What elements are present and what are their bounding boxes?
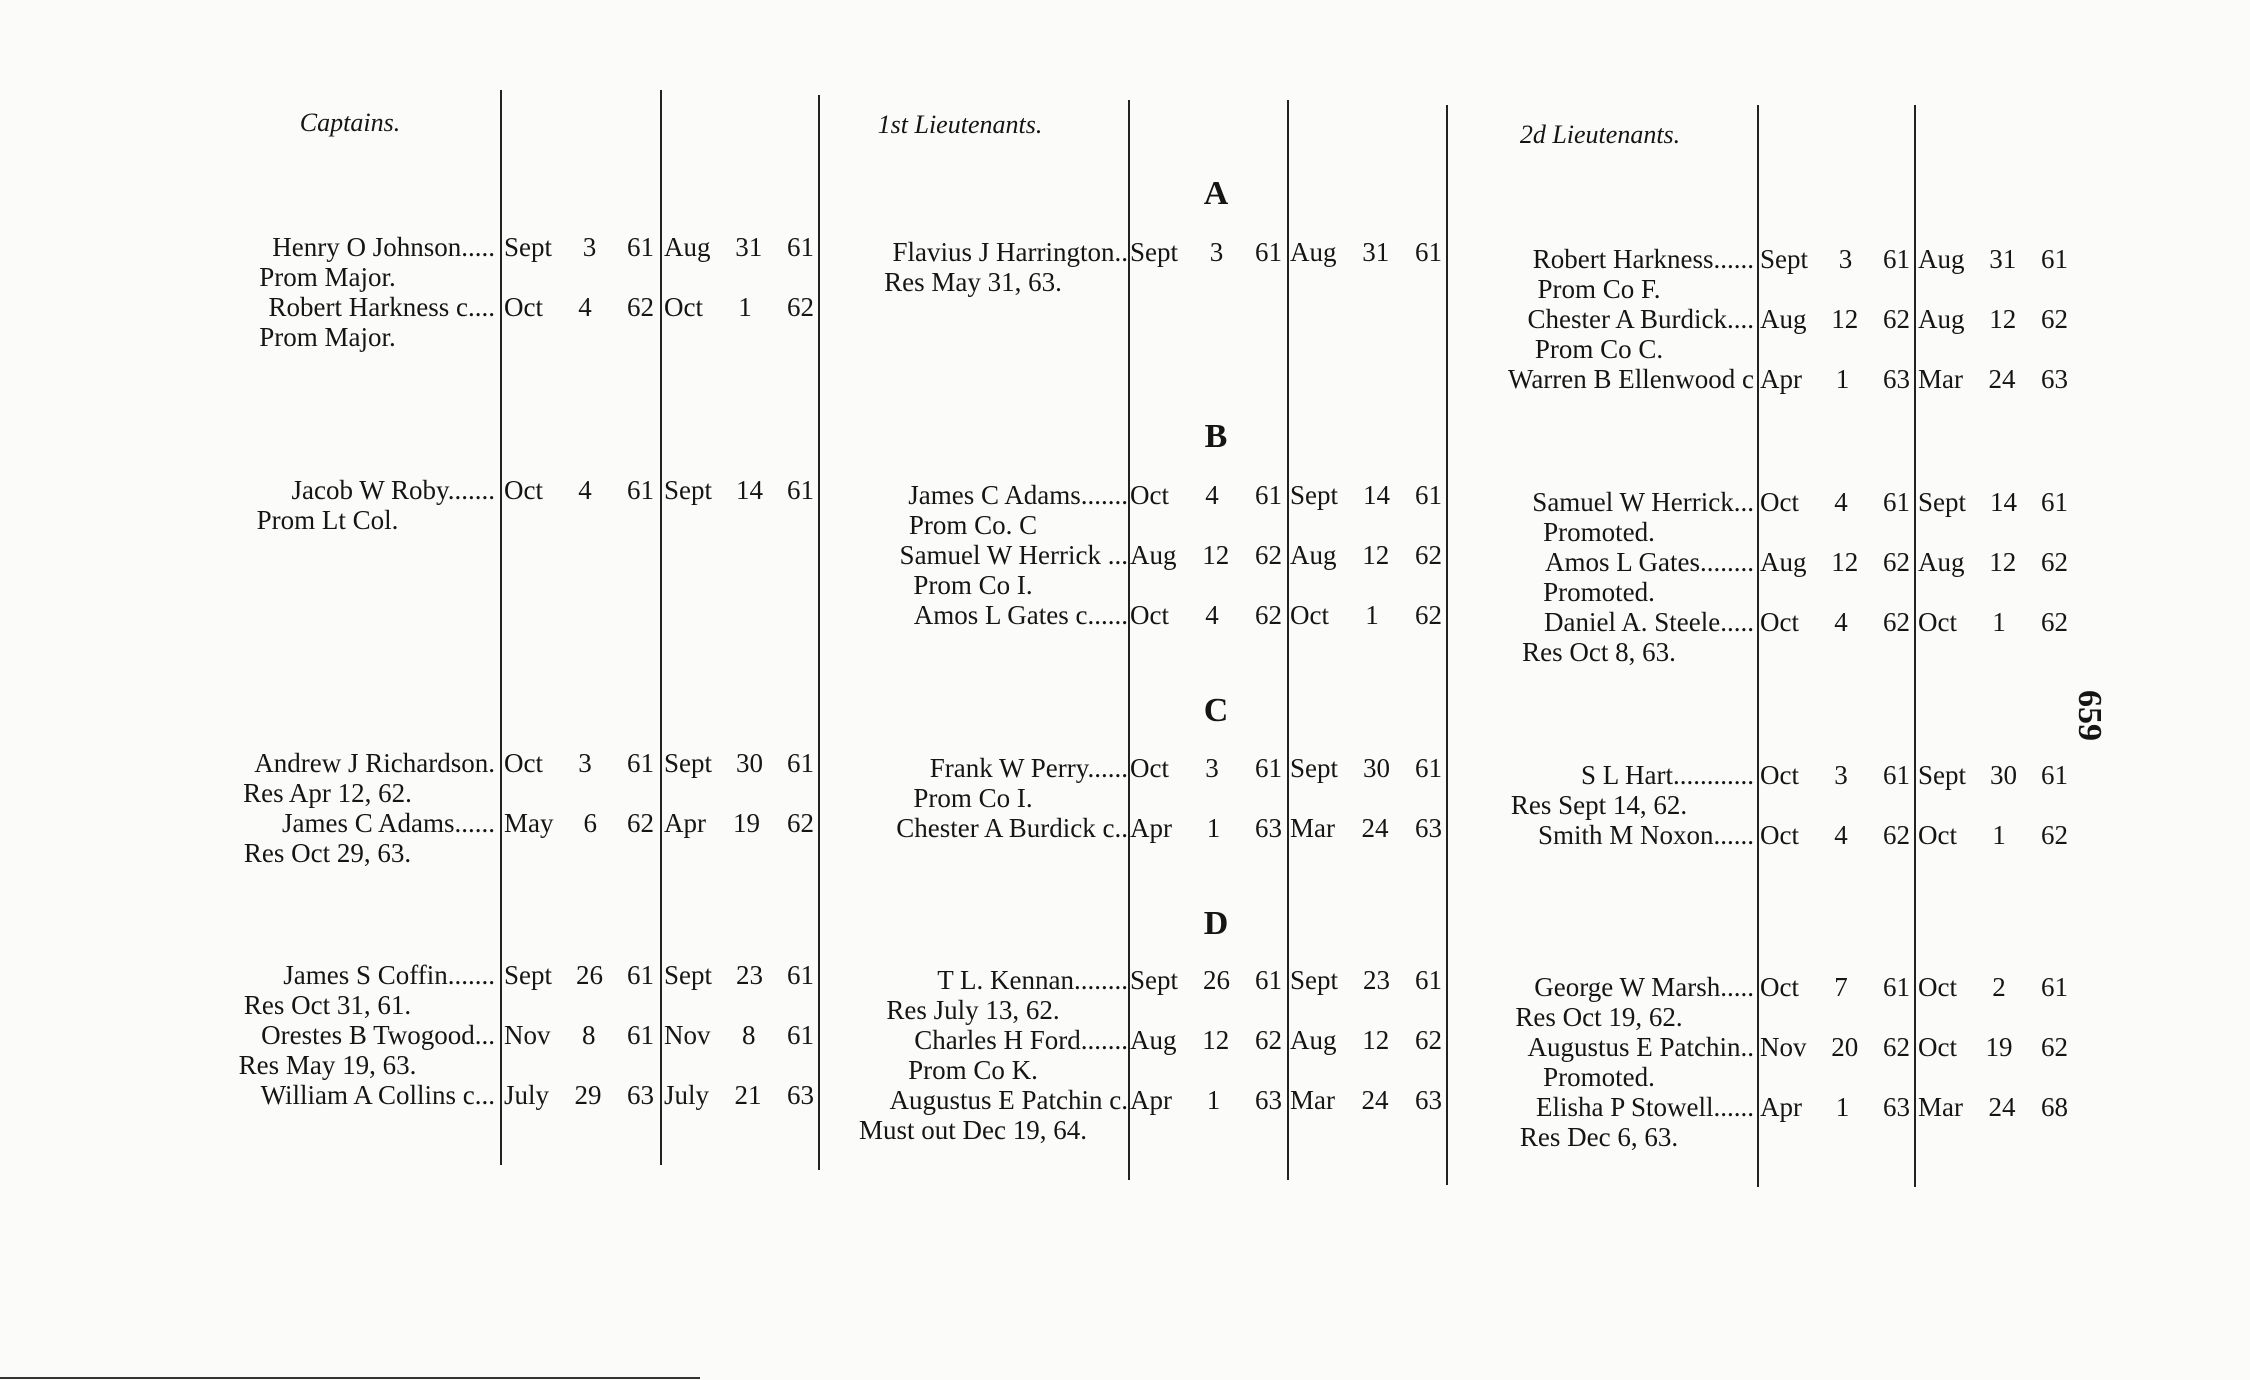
date-month: Sept	[504, 232, 553, 262]
date-year: 61	[1254, 237, 1282, 267]
officer-name: Henry O Johnson.....	[272, 232, 495, 262]
date-month: Oct	[1130, 480, 1169, 510]
date-year: 61	[626, 232, 654, 262]
date-day: 19	[733, 808, 760, 838]
officer-note: Prom Major.	[259, 322, 396, 352]
date-month: Apr	[1130, 813, 1172, 843]
date-year: 61	[1882, 972, 1910, 1002]
date-month: Oct	[1130, 753, 1169, 783]
date-month: Oct	[1918, 607, 1957, 637]
column-rule	[1287, 100, 1289, 1180]
officer-note: Res Sept 14, 62.	[1510, 790, 1688, 820]
date-day: 31	[1362, 237, 1390, 267]
officer-name: Daniel A. Steele.....	[1544, 607, 1754, 637]
date-month: Oct	[504, 748, 543, 778]
date-year: 61	[1415, 237, 1442, 267]
date-year: 63	[626, 1080, 654, 1110]
date-day: 24	[1988, 364, 2016, 394]
date-day: 3	[1838, 244, 1853, 274]
date-year: 63	[1414, 1085, 1442, 1115]
date-year: 62	[1882, 607, 1910, 637]
date-year: 63	[1883, 1092, 1910, 1122]
officer-name: James C Adams......	[282, 808, 495, 838]
date-month: July	[504, 1080, 550, 1110]
date-month: Sept	[664, 960, 713, 990]
date-year: 62	[2040, 820, 2068, 850]
date-month: July	[664, 1080, 710, 1110]
date-month: Sept	[664, 475, 713, 505]
date-day: 1	[1835, 1092, 1850, 1122]
date-year: 68	[2040, 1092, 2068, 1122]
date-month: Oct	[664, 292, 703, 322]
officer-name: Charles H Ford.......	[914, 1025, 1128, 1055]
officer-note: Prom Co I.	[913, 783, 1033, 813]
date-year: 61	[1254, 753, 1282, 783]
date-year: 61	[1882, 760, 1910, 790]
date-day: 6	[583, 808, 597, 838]
officer-note: Res May 31, 63.	[884, 267, 1062, 297]
date-year: 61	[1414, 753, 1442, 783]
date-year: 63	[1414, 813, 1442, 843]
date-month: Oct	[1918, 1032, 1957, 1062]
date-year: 62	[2041, 547, 2068, 577]
date-month: Nov	[504, 1020, 551, 1050]
date-day: 8	[742, 1020, 756, 1050]
rank-date	[664, 1080, 814, 1110]
rank-date	[1918, 547, 2068, 577]
date-year: 61	[1414, 965, 1442, 995]
officer-note: Prom Co F.	[1537, 274, 1661, 304]
date-year: 61	[1882, 487, 1910, 517]
date-day: 4	[1834, 487, 1848, 517]
date-year: 63	[2040, 364, 2068, 394]
date-day: 12	[1202, 1025, 1230, 1055]
date-month: Mar	[1918, 364, 1963, 394]
date-day: 19	[1985, 1032, 2013, 1062]
date-month: Oct	[504, 475, 543, 505]
date-month: Sept	[1130, 237, 1179, 267]
date-month: Oct	[504, 292, 543, 322]
column-rule	[1914, 105, 1916, 1187]
officer-note: Res Oct 8, 63.	[1522, 637, 1676, 667]
commission-date	[1760, 364, 1910, 394]
officer-note: Res Oct 31, 61.	[243, 990, 412, 1020]
officer-name: Frank W Perry......	[929, 753, 1128, 783]
officer-name: Jacob W Roby.......	[291, 475, 495, 505]
rank-date	[1290, 1085, 1442, 1115]
date-day: 8	[582, 1020, 596, 1050]
officer-note: Must out Dec 19, 64.	[859, 1115, 1087, 1145]
date-month: Oct	[1918, 972, 1957, 1002]
officer-name: Samuel W Herrick...	[1532, 487, 1754, 517]
commission-date	[1760, 760, 1910, 790]
date-month: Oct	[1918, 820, 1957, 850]
officer-name: Andrew J Richardson.	[254, 748, 495, 778]
date-month: Oct	[1290, 600, 1329, 630]
officer-name: Elisha P Stowell......	[1535, 1092, 1754, 1122]
officer-note: Res Oct 19, 62.	[1515, 1002, 1683, 1032]
commission-date	[504, 748, 654, 778]
header-first-lieutenants: 1st Lieutenants.	[877, 110, 1043, 139]
date-day: 3	[1209, 237, 1224, 267]
date-month: Sept	[1130, 965, 1179, 995]
officer-note: Prom Lt Col.	[256, 505, 399, 535]
date-year: 62	[1883, 304, 1910, 334]
rank-date	[1918, 244, 2068, 274]
commission-date	[504, 808, 654, 838]
commission-date	[1130, 1025, 1282, 1055]
date-month: Oct	[1760, 820, 1799, 850]
date-month: Aug	[1918, 244, 1965, 274]
date-day: 3	[578, 748, 592, 778]
date-year: 61	[1254, 965, 1282, 995]
date-year: 62	[626, 292, 654, 322]
date-month: Sept	[504, 960, 553, 990]
date-day: 14	[736, 475, 763, 505]
officer-note: Prom Co I.	[913, 570, 1033, 600]
date-day: 30	[1990, 760, 2017, 790]
officer-name: Smith M Noxon......	[1537, 820, 1754, 850]
date-year: 63	[1255, 1085, 1282, 1115]
date-month: Oct	[1760, 487, 1799, 517]
date-day: 1	[1992, 820, 2006, 850]
date-month: Sept	[1918, 487, 1967, 517]
officer-note: Res May 19, 63.	[238, 1050, 417, 1080]
date-month: Aug	[1760, 304, 1807, 334]
commission-date	[1760, 607, 1910, 637]
date-year: 62	[1415, 1025, 1442, 1055]
date-month: Oct	[1760, 760, 1799, 790]
date-day: 1	[1206, 813, 1221, 843]
officer-note: Prom Co C.	[1534, 334, 1664, 364]
date-month: Nov	[664, 1020, 711, 1050]
rank-date	[664, 748, 814, 778]
column-rule	[660, 90, 662, 1165]
date-month: Aug	[1130, 1025, 1177, 1055]
date-month: Oct	[1760, 607, 1799, 637]
commission-date	[1760, 547, 1910, 577]
rank-date	[1918, 304, 2068, 334]
commission-date	[504, 475, 654, 505]
rank-date	[1918, 364, 2068, 394]
date-month: Mar	[1918, 1092, 1963, 1122]
rank-date	[1290, 540, 1442, 570]
date-year: 62	[2040, 1032, 2068, 1062]
officer-name: T L. Kennan........	[937, 965, 1128, 995]
date-month: Nov	[1760, 1032, 1807, 1062]
date-year: 61	[2040, 760, 2068, 790]
company-letter-c: C	[1203, 692, 1229, 729]
officer-name: Warren B Ellenwood c	[1508, 364, 1754, 394]
column-rule	[1757, 105, 1759, 1187]
commission-date	[1760, 244, 1910, 274]
officer-name: Flavius J Harrington..	[892, 237, 1128, 267]
date-year: 62	[2041, 304, 2068, 334]
commission-date	[1130, 540, 1282, 570]
date-month: Sept	[664, 748, 713, 778]
commission-date	[1130, 965, 1282, 995]
date-day: 3	[1205, 753, 1219, 783]
date-month: Aug	[1290, 1025, 1337, 1055]
company-letter-b: B	[1204, 418, 1228, 455]
date-day: 2	[1992, 972, 2006, 1002]
date-year: 61	[1882, 244, 1910, 274]
date-year: 63	[786, 1080, 814, 1110]
date-day: 24	[1361, 813, 1389, 843]
officer-name: Amos L Gates........	[1545, 547, 1754, 577]
date-day: 21	[734, 1080, 762, 1110]
rank-date	[664, 808, 814, 838]
commission-date	[1760, 304, 1910, 334]
commission-date	[1130, 480, 1282, 510]
commission-date	[504, 1020, 654, 1050]
officer-name: Augustus E Patchin c.	[889, 1085, 1128, 1115]
date-month: Mar	[1290, 1085, 1335, 1115]
date-day: 4	[1834, 607, 1848, 637]
date-year: 61	[2041, 244, 2068, 274]
bottom-rule	[0, 1377, 700, 1379]
officer-name: Robert Harkness c....	[268, 292, 495, 322]
commission-date	[504, 232, 654, 262]
date-month: Oct	[1760, 972, 1799, 1002]
date-year: 61	[626, 748, 654, 778]
officer-name: Amos L Gates c......	[913, 600, 1128, 630]
date-year: 61	[787, 232, 814, 262]
commission-date	[504, 292, 654, 322]
date-year: 61	[1414, 480, 1442, 510]
date-month: Sept	[1290, 480, 1339, 510]
date-day: 3	[1834, 760, 1848, 790]
date-year: 63	[1255, 813, 1282, 843]
rank-date	[1918, 972, 2068, 1002]
date-day: 24	[1988, 1092, 2016, 1122]
date-day: 12	[1362, 1025, 1390, 1055]
date-day: 1	[1835, 364, 1850, 394]
date-month: Aug	[1918, 547, 1965, 577]
date-day: 14	[1990, 487, 2017, 517]
rank-date	[1290, 237, 1442, 267]
commission-date	[504, 1080, 654, 1110]
date-day: 26	[1203, 965, 1230, 995]
officer-note: Promoted.	[1543, 517, 1655, 547]
date-day: 4	[1205, 480, 1219, 510]
rank-date	[1918, 820, 2068, 850]
officer-note: Res Apr 12, 62.	[243, 778, 412, 808]
date-day: 23	[736, 960, 763, 990]
date-day: 1	[1206, 1085, 1221, 1115]
commission-date	[1130, 1085, 1282, 1115]
rank-date	[1290, 753, 1442, 783]
rank-date	[1290, 480, 1442, 510]
officer-name: Orestes B Twogood...	[261, 1020, 495, 1050]
commission-date	[1760, 1032, 1910, 1062]
commission-date	[1760, 1092, 1910, 1122]
date-month: Sept	[1290, 965, 1339, 995]
date-day: 4	[578, 475, 592, 505]
date-month: Sept	[1918, 760, 1967, 790]
date-year: 61	[2040, 487, 2068, 517]
date-month: Aug	[1290, 237, 1337, 267]
officer-name: James C Adams.......	[908, 480, 1128, 510]
header-captains: Captains.	[299, 108, 401, 137]
officer-name: Samuel W Herrick ...	[899, 540, 1128, 570]
date-year: 62	[787, 808, 814, 838]
date-day: 23	[1363, 965, 1390, 995]
date-year: 62	[1254, 600, 1282, 630]
date-day: 4	[1834, 820, 1848, 850]
rank-date	[1918, 1032, 2068, 1062]
commission-date	[1130, 600, 1282, 630]
officer-note: Promoted.	[1543, 1062, 1655, 1092]
officer-name: S L Hart............	[1581, 760, 1754, 790]
rank-date	[1918, 487, 2068, 517]
officer-note: Prom Co. C	[908, 510, 1038, 540]
commission-date	[1760, 972, 1910, 1002]
rank-date	[1290, 600, 1442, 630]
date-day: 4	[578, 292, 592, 322]
date-day: 30	[1363, 753, 1390, 783]
officer-name: Augustus E Patchin..	[1527, 1032, 1754, 1062]
commission-date	[504, 960, 654, 990]
officer-note: Prom Co K.	[908, 1055, 1038, 1085]
commission-date	[1130, 813, 1282, 843]
date-day: 20	[1831, 1032, 1859, 1062]
date-day: 12	[1362, 540, 1390, 570]
date-year: 62	[786, 292, 814, 322]
rank-date	[1918, 760, 2068, 790]
date-day: 7	[1834, 972, 1848, 1002]
date-month: Mar	[1290, 813, 1335, 843]
officer-name: William A Collins c...	[260, 1080, 495, 1110]
date-month: Apr	[1760, 1092, 1802, 1122]
date-year: 62	[1255, 540, 1282, 570]
rank-date	[664, 475, 814, 505]
date-day: 14	[1363, 480, 1390, 510]
date-year: 62	[1882, 820, 1910, 850]
date-month: May	[504, 808, 554, 838]
date-day: 31	[735, 232, 763, 262]
date-year: 61	[626, 960, 654, 990]
date-day: 30	[736, 748, 763, 778]
date-year: 61	[786, 475, 814, 505]
date-day: 12	[1831, 304, 1859, 334]
date-year: 62	[1883, 1032, 1910, 1062]
rank-date	[664, 960, 814, 990]
date-year: 63	[1883, 364, 1910, 394]
date-day: 29	[574, 1080, 602, 1110]
date-day: 12	[1989, 304, 2017, 334]
date-day: 26	[576, 960, 603, 990]
date-year: 61	[2040, 972, 2068, 1002]
officer-note: Res July 13, 62.	[886, 995, 1060, 1025]
date-month: Oct	[1130, 600, 1169, 630]
date-year: 62	[1883, 547, 1910, 577]
date-day: 12	[1202, 540, 1230, 570]
commission-date	[1130, 237, 1282, 267]
officer-note: Res Oct 29, 63.	[243, 838, 412, 868]
date-month: Aug	[664, 232, 711, 262]
officer-note: Res Dec 6, 63.	[1519, 1122, 1679, 1152]
date-month: Apr	[664, 808, 706, 838]
date-year: 62	[1414, 600, 1442, 630]
date-day: 1	[1992, 607, 2006, 637]
rank-date	[1918, 1092, 2068, 1122]
date-day: 1	[1365, 600, 1379, 630]
date-year: 62	[2040, 607, 2068, 637]
date-day: 24	[1361, 1085, 1389, 1115]
header-second-lieutenants: 2d Lieutenants.	[1519, 120, 1681, 149]
date-year: 61	[626, 475, 654, 505]
date-year: 61	[1254, 480, 1282, 510]
date-day: 12	[1831, 547, 1859, 577]
officer-name: Chester A Burdick....	[1527, 304, 1754, 334]
rank-date	[1290, 1025, 1442, 1055]
date-month: Aug	[1130, 540, 1177, 570]
company-letter-d: D	[1203, 905, 1229, 942]
date-month: Aug	[1760, 547, 1807, 577]
company-letter-a: A	[1203, 175, 1229, 212]
date-month: Apr	[1130, 1085, 1172, 1115]
date-year: 61	[787, 1020, 814, 1050]
commission-date	[1760, 820, 1910, 850]
commission-date	[1130, 753, 1282, 783]
date-year: 62	[1415, 540, 1442, 570]
officer-name: Chester A Burdick c..	[896, 813, 1128, 843]
officer-note: Promoted.	[1543, 577, 1655, 607]
date-day: 12	[1989, 547, 2017, 577]
page-number: 659	[2071, 690, 2108, 741]
column-rule	[500, 90, 502, 1165]
date-month: Aug	[1290, 540, 1337, 570]
rank-date	[664, 232, 814, 262]
date-month: Sept	[1760, 244, 1809, 274]
date-day: 1	[738, 292, 752, 322]
date-year: 62	[1255, 1025, 1282, 1055]
rank-date	[1918, 607, 2068, 637]
rank-date	[664, 292, 814, 322]
commission-date	[1760, 487, 1910, 517]
date-day: 31	[1989, 244, 2017, 274]
rank-date	[1290, 965, 1442, 995]
officer-name: George W Marsh.....	[1534, 972, 1754, 1002]
rank-date	[664, 1020, 814, 1050]
officer-name: James S Coffin.......	[283, 960, 495, 990]
rank-date	[1290, 813, 1442, 843]
date-year: 61	[627, 1020, 654, 1050]
officer-note: Prom Major.	[259, 262, 396, 292]
officer-name: Robert Harkness......	[1532, 244, 1754, 274]
date-year: 61	[786, 960, 814, 990]
date-day: 3	[582, 232, 597, 262]
date-month: Aug	[1918, 304, 1965, 334]
date-month: Sept	[1290, 753, 1339, 783]
date-month: Apr	[1760, 364, 1802, 394]
date-year: 61	[786, 748, 814, 778]
date-year: 62	[627, 808, 654, 838]
date-day: 4	[1205, 600, 1219, 630]
